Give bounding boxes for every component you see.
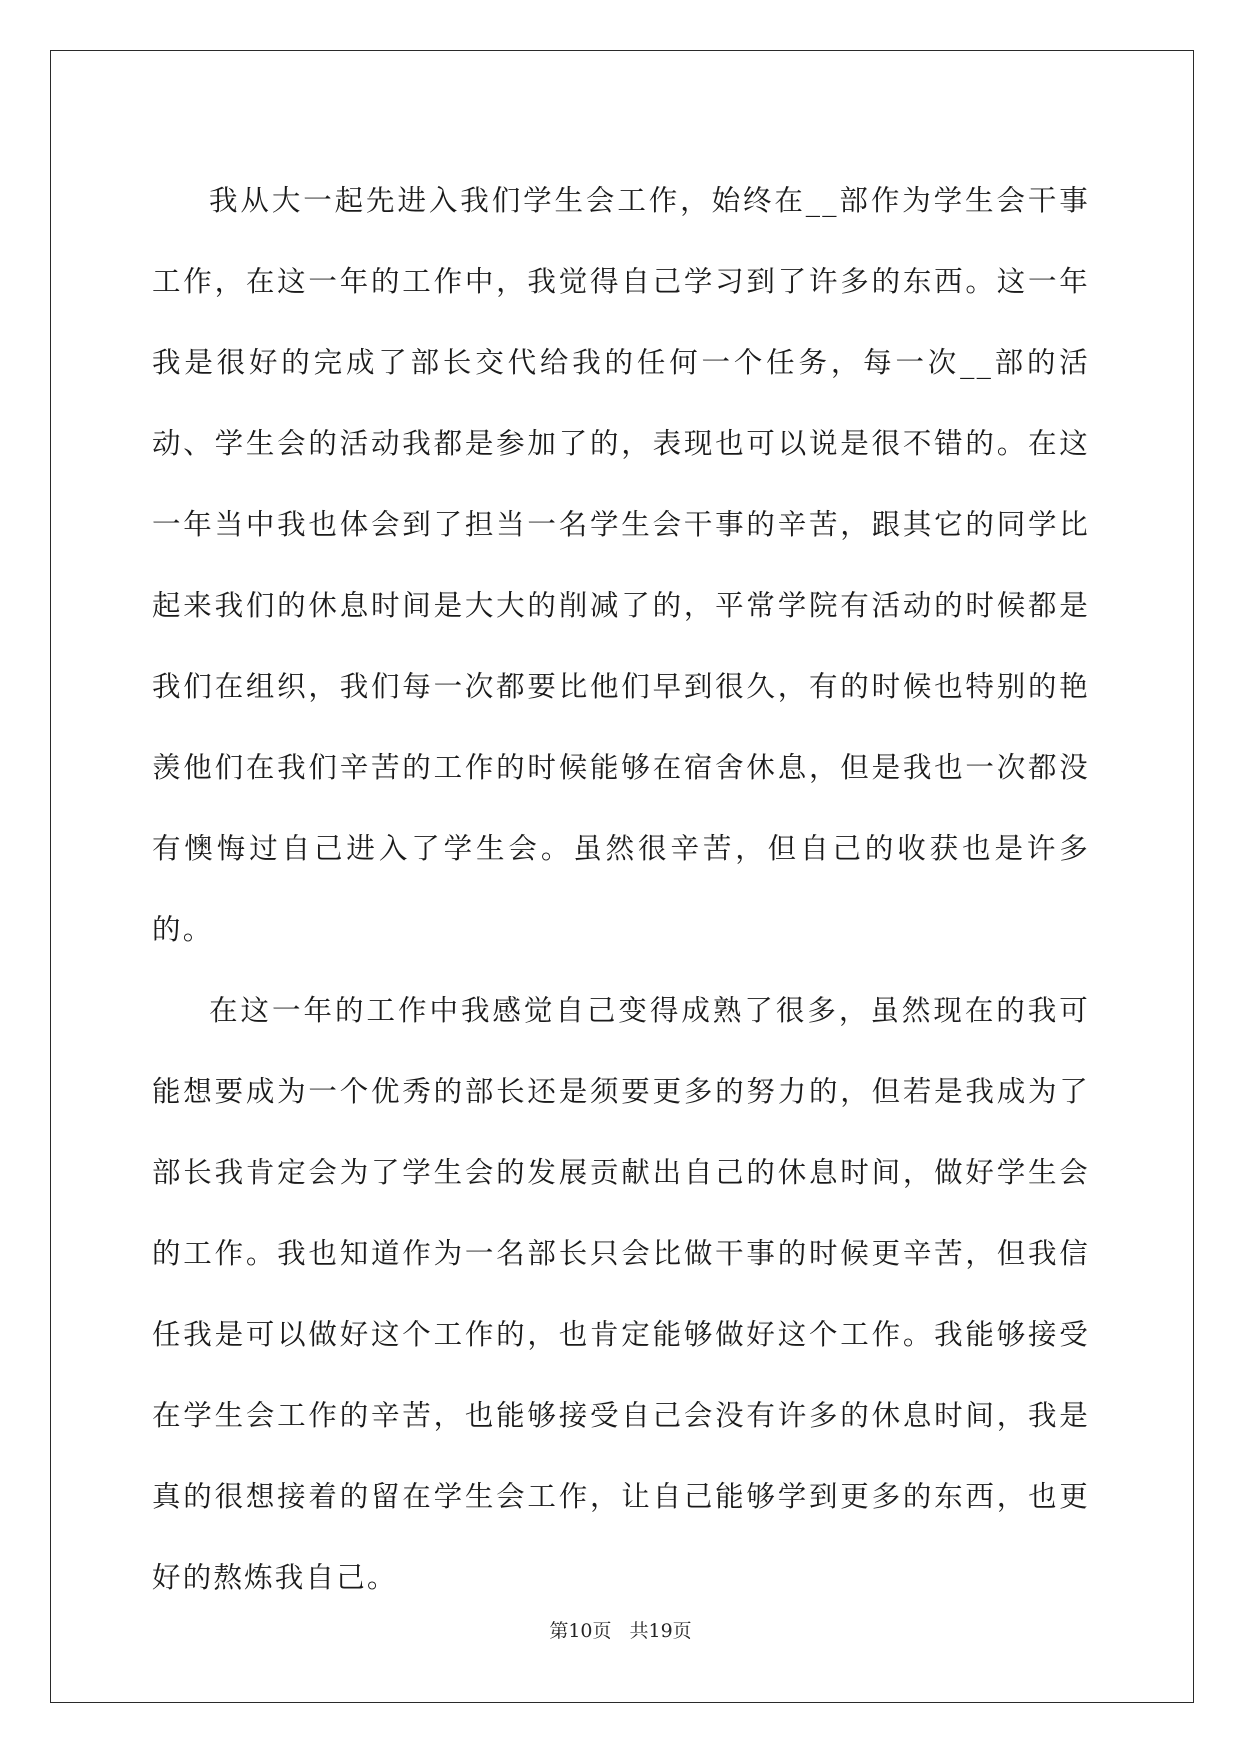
page-number-current: 第10页 <box>549 1620 612 1642</box>
document-body <box>152 160 1090 1618</box>
paragraph-2: 在这一年的工作中我感觉自己变得成熟了很多，虽然现在的我可能想要成为一个优秀的部长还是须要更多的努力的，但若是我成为了部长我肯定会为了学生会的发展贡献出自己的休息时间，做好学生会的工作。我也知道作为一名部长只会比做干事的时候更辛苦，但我信任我是可以做好这个工作的，也肯定能够做好这个工作。我能够接受在学生会工作的辛苦，也能够接受自己会没有许多的休息时间，我是真的很想接着的留在学生会工作，让自己能够学到更多的东西，也更好的熬炼我自己。 <box>152 994 1090 1594</box>
page-number-total: 共19页 <box>629 1620 692 1642</box>
page-footer <box>0 1619 1241 1643</box>
paragraph-1: 我从大一起先进入我们学生会工作，始终在__部作为学生会干事工作，在这一年的工作中，我觉得自己学习到了许多的东西。这一年我是很好的完成了部长交代给我的任何一个任务，每一次__部的活动、学生会的活动我都是参加了的，表现也可以说是很不错的。在这一年当中我也体会到了担当一名学生会干事的辛苦，跟其它的同学比起来我们的休息时间是大大的削减了的，平常学院有活动的时候都是我们在组织，我们每一次都要比他们早到很久，有的时候也特别的艳羡他们在我们辛苦的工作的时候能够在宿舍休息，但是我也一次都没有懊悔过自己进入了学生会。虽然很辛苦，但自己的收获也是许多的。 <box>152 184 1090 946</box>
